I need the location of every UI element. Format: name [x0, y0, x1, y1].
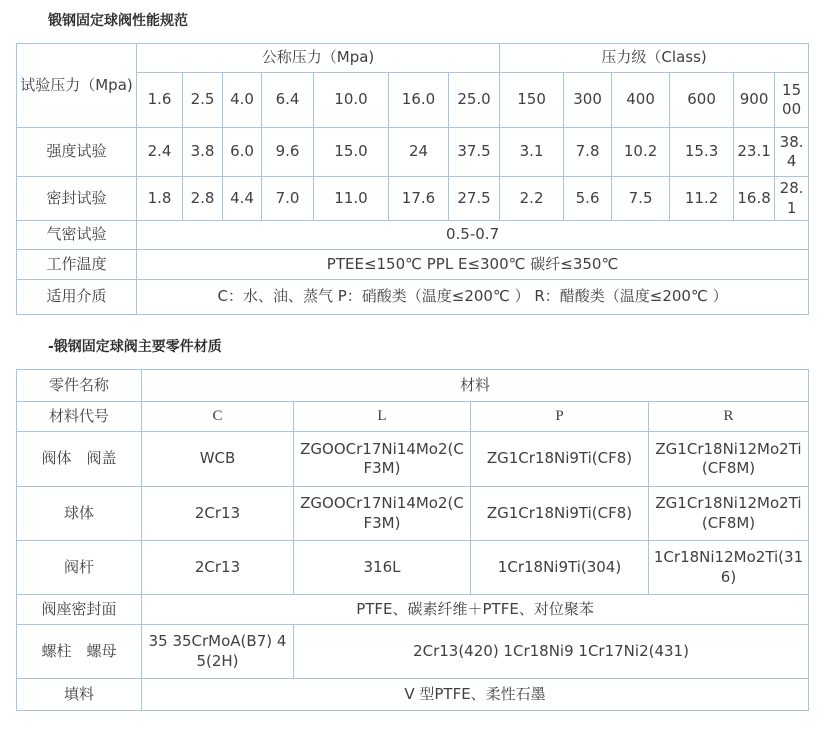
row-label: 填料 — [17, 679, 142, 711]
cell-value: 7.5 — [612, 177, 670, 221]
table-row-air-tightness-test — [17, 221, 809, 250]
cell-value: 7.0 — [262, 177, 314, 221]
header-material: 材料 — [142, 370, 809, 402]
cell-value: 17.6 — [389, 177, 449, 221]
cell-value: 23.1 — [734, 128, 775, 177]
cell-value: ZG1Cr18Ni9Ti(CF8) — [471, 487, 649, 541]
table-row-seat-sealing-face — [17, 595, 809, 625]
material-code: P — [471, 402, 649, 432]
col-header: 6.4 — [262, 73, 314, 128]
cell-value: 9.6 — [262, 128, 314, 177]
table-row-packing — [17, 679, 809, 711]
cell-value: 1Cr18Ni9Ti(304) — [471, 541, 649, 595]
group-header-nominal-pressure: 公称压力（Mpa) — [137, 44, 500, 73]
cell-value: 27.5 — [449, 177, 500, 221]
col-header: 10.0 — [314, 73, 389, 128]
cell-value: WCB — [142, 432, 294, 487]
cell-value: 316L — [294, 541, 471, 595]
col-header: 2.5 — [183, 73, 223, 128]
col-header: 16.0 — [389, 73, 449, 128]
row-label: 材料代号 — [17, 402, 142, 432]
cell-value: 2.8 — [183, 177, 223, 221]
cell-span-value: PTEE≤150℃ PPL E≤300℃ 碳纤≤350℃ — [137, 250, 809, 280]
material-code: R — [649, 402, 809, 432]
cell-value: 4.4 — [223, 177, 262, 221]
materials-table-title: -锻钢固定球阀主要零件材质 — [48, 339, 222, 355]
material-code: L — [294, 402, 471, 432]
table-row-stud-nut — [17, 625, 809, 679]
group-header-pressure-class: 压力级（Class) — [500, 44, 809, 73]
table-row-material-codes — [17, 402, 809, 432]
cell-value: 7.8 — [564, 128, 612, 177]
cell-value: 3.8 — [183, 128, 223, 177]
cell-value: 6.0 — [223, 128, 262, 177]
cell-value: 15.3 — [670, 128, 734, 177]
col-header: 300 — [564, 73, 612, 128]
table-row-working-temperature — [17, 250, 809, 280]
cell-value: 3.1 — [500, 128, 564, 177]
table-row-ball — [17, 487, 809, 541]
row-label: 阀体 阀盖 — [17, 432, 142, 487]
cell-value: 16.8 — [734, 177, 775, 221]
cell-value: ZGOOCr17Ni14Mo2(CF3M) — [294, 487, 471, 541]
performance-table-title: 锻钢固定球阀性能规范 — [48, 13, 188, 29]
materials-table — [16, 369, 809, 711]
row-label: 阀座密封面 — [17, 595, 142, 625]
cell-value: 2.4 — [137, 128, 183, 177]
cell-value: 15.0 — [314, 128, 389, 177]
col-header: 4.0 — [223, 73, 262, 128]
cell-value: 38.4 — [775, 128, 809, 177]
cell-value: ZG1Cr18Ni9Ti(CF8) — [471, 432, 649, 487]
table-row-seal-test — [17, 177, 809, 221]
row-label: 密封试验 — [17, 177, 137, 221]
cell-span-value: V 型PTFE、柔性石墨 — [142, 679, 809, 711]
row-label: 气密试验 — [17, 221, 137, 250]
cell-value: 10.2 — [612, 128, 670, 177]
row-label: 螺柱 螺母 — [17, 625, 142, 679]
cell-value: ZG1Cr18Ni12Mo2Ti(CF8M) — [649, 432, 809, 487]
cell-value: 1.8 — [137, 177, 183, 221]
cell-value: 1Cr18Ni12Mo2Ti(316) — [649, 541, 809, 595]
cell-span-value: C：水、油、蒸气 P：硝酸类（温度≤200℃ ） R：醋酸类（温度≤200℃ ） — [137, 280, 809, 315]
col-header: 25.0 — [449, 73, 500, 128]
performance-table — [16, 43, 809, 315]
material-code: C — [142, 402, 294, 432]
col-header: 900 — [734, 73, 775, 128]
table-row-strength-test — [17, 128, 809, 177]
row-label: 适用介质 — [17, 280, 137, 315]
col-header: 600 — [670, 73, 734, 128]
col-header: 1.6 — [137, 73, 183, 128]
col-header: 400 — [612, 73, 670, 128]
cell-value: ZG1Cr18Ni12Mo2Ti(CF8M) — [649, 487, 809, 541]
table-row-applicable-media — [17, 280, 809, 315]
header-part-name: 零件名称 — [17, 370, 142, 402]
cell-span-value: 0.5-0.7 — [137, 221, 809, 250]
cell-value: 35 35CrMoA(B7) 45(2H) — [142, 625, 294, 679]
cell-value: 37.5 — [449, 128, 500, 177]
col-header: 1500 — [775, 73, 809, 128]
col-header: 150 — [500, 73, 564, 128]
table-row-stem — [17, 541, 809, 595]
cell-span-value: 2Cr13(420) 1Cr18Ni9 1Cr17Ni2(431) — [294, 625, 809, 679]
row-label: 球体 — [17, 487, 142, 541]
corner-header-test-pressure: 试验压力（Mpa) — [17, 44, 137, 128]
cell-value: 5.6 — [564, 177, 612, 221]
row-label: 工作温度 — [17, 250, 137, 280]
cell-value: 11.2 — [670, 177, 734, 221]
cell-value: 2.2 — [500, 177, 564, 221]
cell-value: 2Cr13 — [142, 541, 294, 595]
row-label: 阀杆 — [17, 541, 142, 595]
row-label: 强度试验 — [17, 128, 137, 177]
cell-value: 2Cr13 — [142, 487, 294, 541]
cell-value: 24 — [389, 128, 449, 177]
cell-span-value: PTFE、碳素纤维＋PTFE、对位聚苯 — [142, 595, 809, 625]
cell-value: ZGOOCr17Ni14Mo2(CF3M) — [294, 432, 471, 487]
cell-value: 28.1 — [775, 177, 809, 221]
table-row-body-bonnet — [17, 432, 809, 487]
cell-value: 11.0 — [314, 177, 389, 221]
